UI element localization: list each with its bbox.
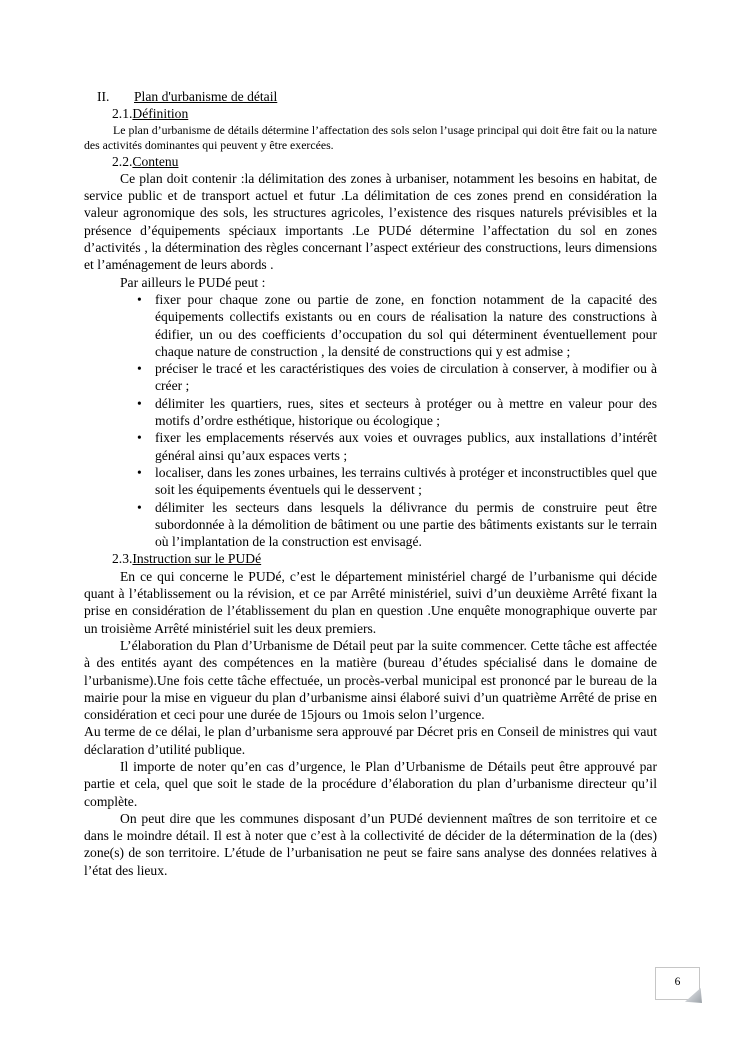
page-number-field: [655, 967, 700, 1000]
section-title-instruction: Instruction sur le PUDé: [132, 551, 262, 567]
instruction-paragraph: En ce qui concerne le PUDé, c’est le département ministériel chargé de l’urbanisme qui décide quant à l’établissement ou la révision, et ce par Arrêté ministériel, suivi d’un deuxième Arrêté fixant la prise en considération de l’établissement du plan en question .Une enquête monographique ouverte par un troisième Arrêté ministériel suit les deux premiers.: [84, 568, 657, 636]
bullet-item: [84, 499, 657, 551]
definition-paragraph: Le plan d’urbanisme de détails détermine l’affectation des sols selon l’usage principal qui doit être fait ou la nature des activités dominantes qui peuvent y être exercées.: [84, 122, 657, 152]
section-title-contenu: Contenu: [132, 153, 179, 169]
main-heading-numeral: II.: [97, 89, 110, 104]
instruction-paragraph: Au terme de ce délai, le plan d’urbanisme sera approuvé par Décret pris en Conseil de ministres qui vaut déclaration d’utilité publique.: [84, 724, 657, 757]
bullet-text: délimiter les quartiers, rues, sites et secteurs à protéger ou à mettre en valeur pour des motifs d’ordre esthétique, historique ou écologique ;: [155, 395, 657, 429]
folded-corner-icon: [685, 988, 702, 1003]
section-number-definition: 2.1.: [112, 106, 133, 122]
bullet-text: fixer pour chaque zone ou partie de zone, en fonction notamment de la capacité des équipements collectifs existants ou en cours de réalisation la nature des constructions à édifier, un ou des coefficients d’occupation du sol qui déterminent éventuellement pour chaque nature de construction , la densité de constructions qui y est admise ;: [155, 291, 657, 359]
bullet-list-lead: Par ailleurs le PUDé peut :: [120, 274, 266, 290]
section-heading-contenu: [112, 153, 657, 170]
bullet-text: délimiter les secteurs dans lesquels la délivrance du permis de construire peut être subordonnée à la démolition de bâtiment ou une partie des bâtiments existants sur le terrain où l’implantation de la construction est envisagé.: [155, 499, 657, 550]
bullet-text: préciser le tracé et les caractéristiques des voies de circulation à conserver, à modifier ou à créer ;: [155, 361, 657, 394]
section-heading-definition: [112, 105, 657, 122]
bullet-item: [84, 429, 657, 464]
bullet-item: [84, 360, 657, 395]
contenu-intro-paragraph: Ce plan doit contenir :la délimitation des zones à urbaniser, notamment les besoins en habitat, de service public et de transport actuel et futur .La délimitation de ces zones prend en considération la valeur agronomique des sols, les structures agricoles, l’existence des risques naturels prévisibles et la présence d’équipements spéciaux importants .Le PUDé détermine l’affectation du sol en zones d’activités , la détermination des règles concernant l’aspect extérieur des constructions, leurs dimensions et l’aménagement de leurs abords .: [84, 170, 657, 273]
section-heading-instruction: [112, 550, 657, 567]
bullet-text: localiser, dans les zones urbaines, les terrains cultivés à protéger et inconstructibles quel que soit les équipements éventuels qui le desservent ;: [155, 464, 657, 498]
page-content: [84, 88, 657, 879]
bullet-marker-icon: •: [137, 291, 142, 307]
section-number-instruction: 2.3.: [112, 551, 133, 567]
instruction-paragraph: On peut dire que les communes disposant d’un PUDé deviennent maîtres de son territoire et ce dans le moindre détail. Il est à noter que c’est à la collectivité de décider de la détermination de la (des) zone(s) de son territoire. L’étude de l’urbanisation ne peut se faire sans analyse des données relatives à l’état des lieux.: [84, 810, 657, 878]
bullet-text: fixer les emplacements réservés aux voies et ouvrages publics, aux installations d’intérêt général ainsi qu’aux espaces verts ;: [155, 430, 657, 463]
section-title-definition: Définition: [132, 106, 189, 122]
bullet-marker-icon: •: [137, 395, 142, 411]
bullet-marker-icon: •: [137, 361, 142, 377]
bullet-marker-icon: •: [137, 430, 142, 446]
main-heading: [97, 88, 657, 105]
bullet-marker-icon: •: [137, 464, 142, 480]
bullet-item: [84, 291, 657, 360]
instruction-paragraph: L’élaboration du Plan d’Urbanisme de Détail peut par la suite commencer. Cette tâche est affectée à des entités ayant des compétences en la matière (bureau d’études spécialisé dans le domaine de l’urbanisme).Une fois cette tâche effectuée, un procès-verbal municipal est prononcé par le bureau de la mairie pour la mise en vigueur du plan d’urbanisme ainsi élaboré suivi d’un quatrième Arrêté de prise en considération et ceci pour une durée de 15jours ou 1mois selon l’urgence.: [84, 637, 657, 723]
section-number-contenu: 2.2.: [112, 153, 133, 169]
page-number: 6: [674, 976, 681, 988]
main-heading-title: Plan d'urbanisme de détail: [134, 89, 278, 104]
bullet-item: [84, 464, 657, 499]
instruction-paragraph: Il importe de noter qu’en cas d’urgence, le Plan d’Urbanisme de Détails peut être approuvé par partie et cela, quel que soit le stade de la procédure d’élaboration du plan d’urbanisme directeur qu’il complète.: [84, 758, 657, 809]
bullet-marker-icon: •: [137, 499, 142, 515]
bullet-item: [84, 395, 657, 430]
